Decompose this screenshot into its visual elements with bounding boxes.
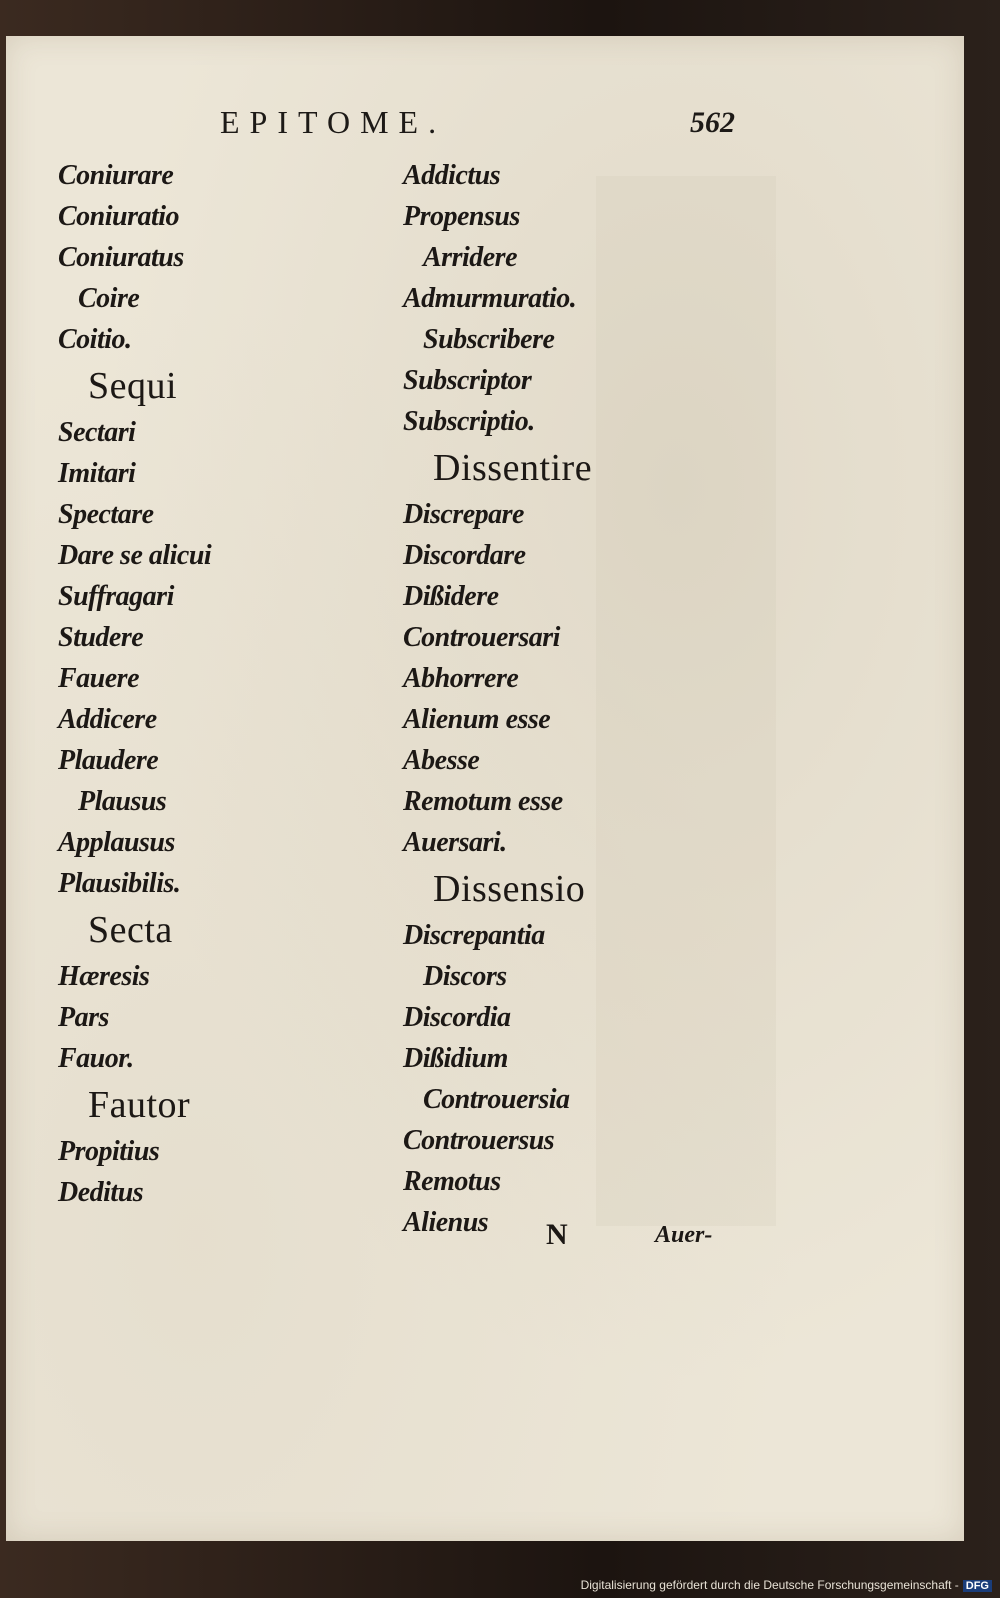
lexicon-entry: Sectari <box>58 417 136 448</box>
lexicon-entry: Addictus <box>403 160 501 191</box>
lexicon-entry: Arridere <box>423 242 517 273</box>
left-column <box>58 155 211 1213</box>
lexicon-entry: Controuersus <box>403 1125 555 1156</box>
section-heading: Dissentire <box>433 447 593 489</box>
lexicon-entry: Plausus <box>78 786 167 817</box>
running-head: EPITOME. <box>220 104 447 140</box>
lexicon-entry: Coire <box>78 283 140 314</box>
lexicon-entry: Controuersia <box>423 1084 570 1115</box>
lexicon-entry: Coitio. <box>58 324 132 355</box>
lexicon-entry: Subscribere <box>423 324 555 355</box>
lexicon-entry: Abesse <box>403 745 480 776</box>
lexicon-entry: Auersari. <box>403 827 507 858</box>
right-column <box>403 155 592 1243</box>
lexicon-entry: Plausibilis. <box>58 868 181 899</box>
lexicon-entry: Coniuratus <box>58 242 184 273</box>
bleed-through-shadow <box>596 176 776 1226</box>
signature-mark: N <box>546 1218 568 1251</box>
section-heading: Dissensio <box>433 868 586 910</box>
lexicon-entry: Pars <box>58 1002 109 1033</box>
lexicon-entry: Discordia <box>403 1002 511 1033</box>
lexicon-entry: Subscriptio. <box>403 406 535 437</box>
lexicon-entry: Remotus <box>403 1166 501 1197</box>
lexicon-entry: Discrepantia <box>403 920 545 951</box>
lexicon-entry: Dare se alicui <box>58 540 212 571</box>
lexicon-entry: Propensus <box>403 201 520 232</box>
lexicon-entry: Propitius <box>58 1136 160 1167</box>
lexicon-entry: Admurmuratio. <box>403 283 577 314</box>
lexicon-entry: Fauere <box>58 663 139 694</box>
lexicon-entry: Deditus <box>58 1177 144 1208</box>
page-number: 562 <box>690 106 735 139</box>
lexicon-entry: Fauor. <box>58 1043 134 1074</box>
lexicon-entry: Plaudere <box>58 745 159 776</box>
lexicon-entry: Dißidium <box>403 1043 508 1074</box>
lexicon-entry: Abhorrere <box>403 663 519 694</box>
lexicon-entry: Controuersari <box>403 622 560 653</box>
lexicon-entry: Alienus <box>403 1207 489 1238</box>
lexicon-entry: Subscriptor <box>403 365 532 396</box>
lexicon-entry: Suffragari <box>58 581 174 612</box>
dfg-logo: DFG <box>963 1580 992 1592</box>
lexicon-entry: Addicere <box>58 704 157 735</box>
lexicon-entry: Studere <box>58 622 144 653</box>
lexicon-entry: Imitari <box>58 458 136 489</box>
section-heading: Secta <box>88 909 173 951</box>
lexicon-entry: Discrepare <box>403 499 524 530</box>
section-heading: Fautor <box>88 1084 191 1126</box>
lexicon-entry: Applausus <box>58 827 175 858</box>
section-heading: Sequi <box>88 365 178 407</box>
lexicon-entry: Coniuratio <box>58 201 180 232</box>
credit-text: Digitalisierung gefördert durch die Deutsche Forschungsgemeinschaft - <box>580 1578 959 1592</box>
lexicon-entry: Discordare <box>403 540 526 571</box>
lexicon-entry: Dißidere <box>403 581 499 612</box>
lexicon-entry: Alienum esse <box>403 704 551 735</box>
lexicon-entry: Remotum esse <box>403 786 563 817</box>
lexicon-entry: Spectare <box>58 499 154 530</box>
catchword: Auer- <box>655 1222 713 1248</box>
digitization-credit <box>581 1578 992 1592</box>
lexicon-entry: Coniurare <box>58 160 174 191</box>
lexicon-entry: Discors <box>423 961 507 992</box>
lexicon-entry: Hæresis <box>58 961 150 992</box>
